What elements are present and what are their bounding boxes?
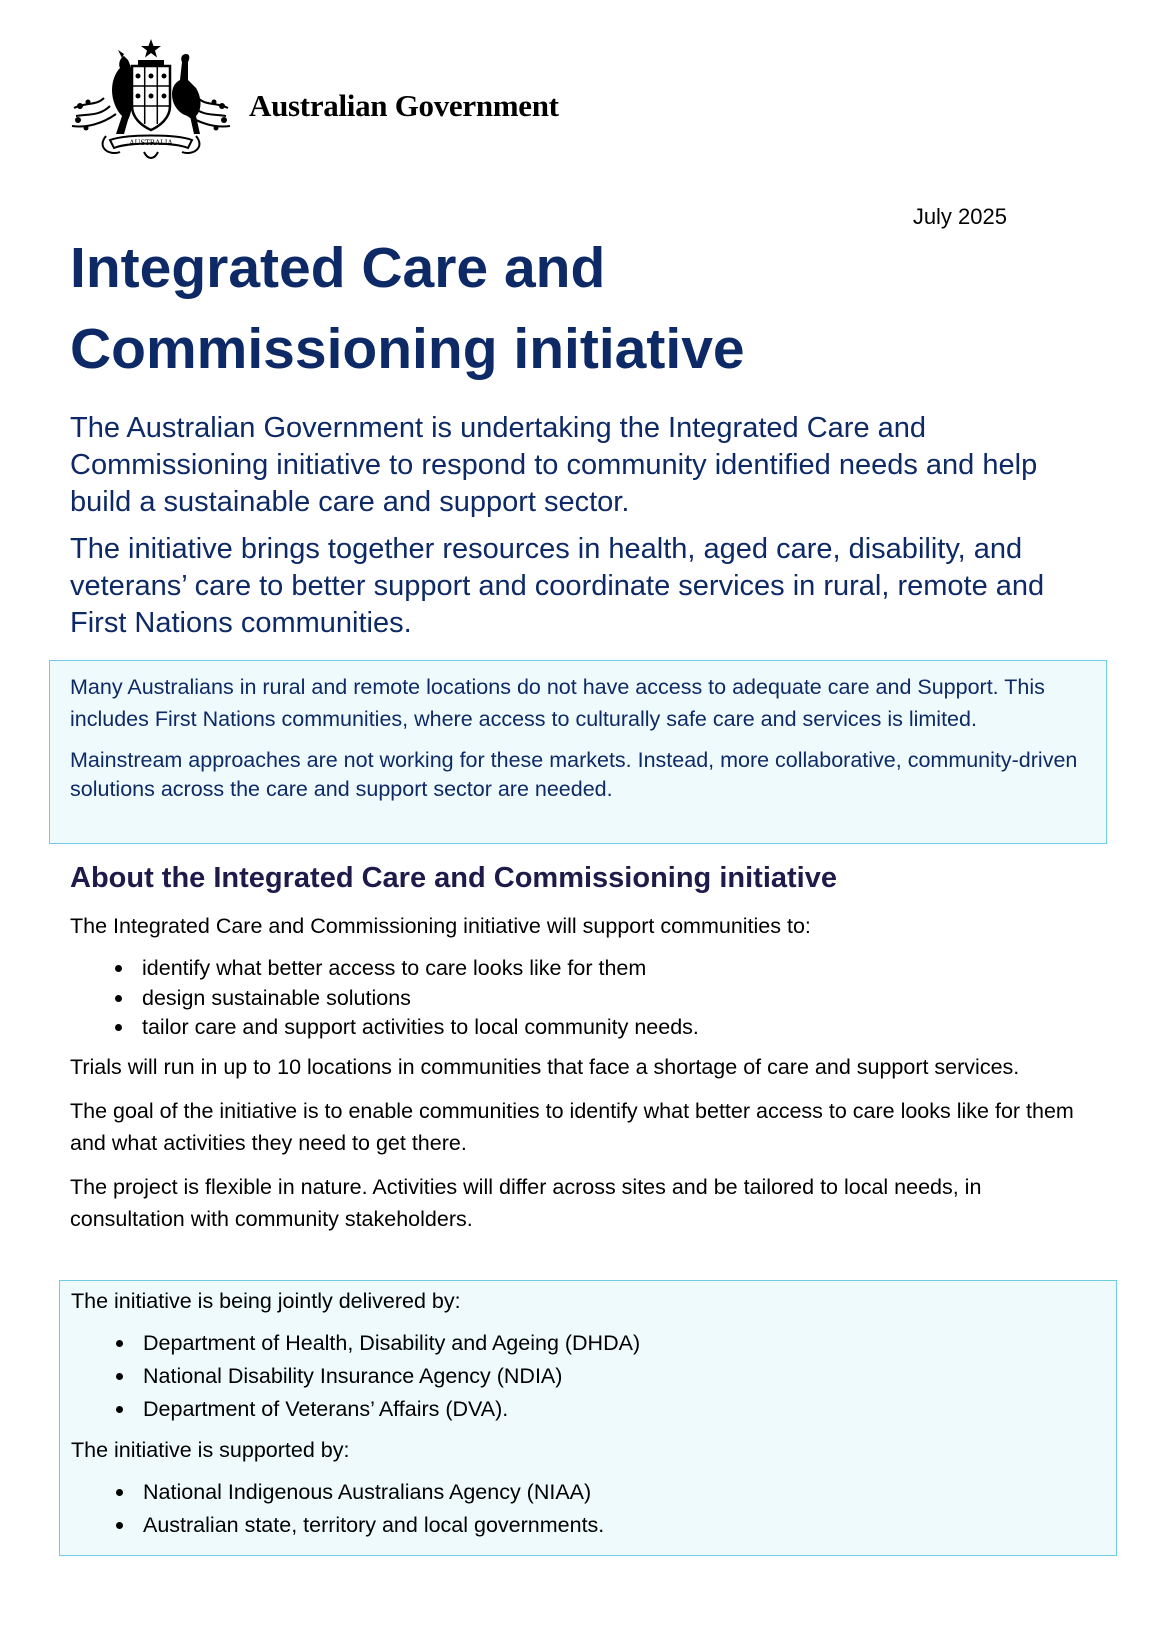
delivered-by-list — [71, 1327, 1116, 1426]
delivered-lead: The initiative is being jointly delivered by: — [71, 1289, 461, 1313]
list-item: Department of Health, Disability and Ageing (DHDA) — [71, 1327, 1116, 1360]
list-item: Department of Veterans’ Affairs (DVA). — [71, 1393, 1116, 1426]
callout-paragraph: Many Australians in rural and remote locations do not have access to adequate care and Support. This includes First Nations communities, where access to culturally safe care and services is limited. — [70, 675, 1045, 731]
trials-paragraph: Trials will run in up to 10 locations in communities that face a shortage of care and support services. — [70, 1054, 1020, 1079]
callout-paragraph: Mainstream approaches are not working for these markets. Instead, more collaborative, community-driven solutions across the care and support sector are needed. — [70, 748, 1078, 801]
intro-paragraph: The initiative brings together resources in health, aged care, disability, and veterans’ care to better support and coordinate services in rural, remote and First Nations communities. — [70, 533, 1045, 639]
flexible-paragraph: The project is flexible in nature. Activities will differ across sites and be tailored to local needs, in consultation with community stakeholders. — [70, 1174, 982, 1231]
list-item: National Indigenous Australians Agency (NIAA) — [71, 1476, 1116, 1509]
intro-paragraph: The Australian Government is undertaking the Integrated Care and Commissioning initiative to respond to community identified needs and help build a sustainable care and support sector. — [70, 412, 1038, 518]
coat-of-arms-icon — [66, 36, 236, 166]
about-section — [70, 910, 1100, 1247]
about-lead: The Integrated Care and Commissioning initiative will support communities to: — [70, 914, 811, 938]
context-callout-box — [49, 660, 1107, 844]
list-item: tailor care and support activities to local community needs. — [70, 1013, 1100, 1043]
goal-paragraph: The goal of the initiative is to enable communities to identify what better access to care looks like for them and what activities they need to get there. — [70, 1098, 1074, 1155]
supported-lead: The initiative is supported by: — [71, 1438, 350, 1462]
list-item: Australian state, territory and local governments. — [71, 1509, 1116, 1542]
government-name: Australian Government — [249, 88, 559, 123]
about-heading: About the Integrated Care and Commissioning initiative — [70, 862, 837, 894]
page-title — [70, 228, 970, 390]
delivery-callout-box — [59, 1280, 1117, 1556]
title-line-1: Integrated Care and — [70, 236, 606, 300]
svg-text:AUSTRALIA: AUSTRALIA — [129, 139, 173, 147]
list-item: National Disability Insurance Agency (NDIA) — [71, 1360, 1116, 1393]
intro-section — [70, 410, 1080, 652]
supported-by-list — [71, 1476, 1116, 1542]
title-line-2: Commissioning initiative — [70, 317, 745, 381]
publication-date: July 2025 — [912, 204, 1007, 229]
list-item: identify what better access to care looks like for them — [70, 954, 1100, 984]
support-list — [70, 954, 1100, 1043]
header — [66, 36, 626, 166]
list-item: design sustainable solutions — [70, 984, 1100, 1014]
